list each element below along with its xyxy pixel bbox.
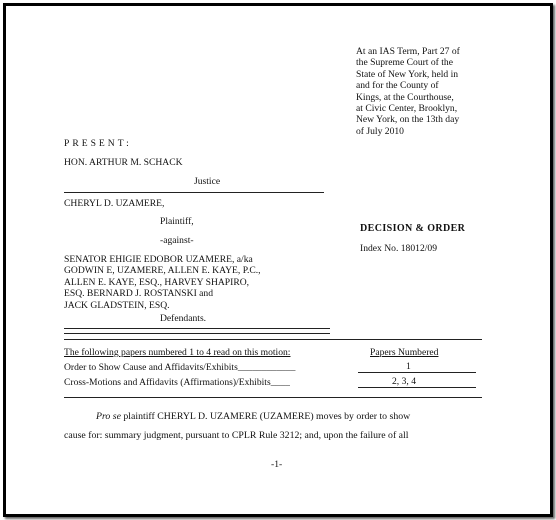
body-line-1-text: plaintiff CHERYL D. UZAMERE (UZAMERE) moves by order to show <box>120 411 411 422</box>
caption-divider-bottom-1 <box>64 328 330 329</box>
page-number: -1- <box>271 459 283 470</box>
plaintiff-name: CHERYL D. UZAMERE, <box>64 198 165 209</box>
papers-divider-top <box>64 339 482 340</box>
decision-title: DECISION & ORDER <box>360 223 466 234</box>
body-paragraph-line-2: cause for: summary judgment, pursuant to CPLR Rule 3212; and, upon the failure of all <box>64 430 409 441</box>
plaintiff-role: Plaintiff, <box>160 216 194 227</box>
papers-row-label: Order to Show Cause and Affidavits/Exhibits____________ <box>64 362 296 373</box>
defendants-names: SENATOR EHIGIE EDOBOR UZAMERE, a/ka GODWIN E, UZAMERE, ALLEN E. KAYE, P.C., ALLEN E. KAYE, ESQ., HARVEY SHAPIRO, ESQ. BERNARD J. ROSTANSKI and JACK GLADSTEIN, ESQ. <box>64 254 261 311</box>
caption-divider-bottom-2 <box>64 333 330 334</box>
court-term-header: At an IAS Term, Part 27 of the Supreme Court of the State of New York, held in and for the County of Kings, at the Courthouse, at Civic Center, Brooklyn, New York, on the 13th day of July 2010 <box>356 46 460 137</box>
defendants-role: Defendants. <box>160 313 207 324</box>
against-label: -against- <box>160 235 194 246</box>
papers-numbered-header: Papers Numbered <box>370 347 439 358</box>
pro-se-italic: Pro se <box>96 411 121 422</box>
papers-row-number-underline <box>358 387 476 388</box>
papers-row-number: 2, 3, 4 <box>392 376 416 387</box>
index-number: Index No. 18012/09 <box>360 243 438 254</box>
papers-row-label: Cross-Motions and Affidavits (Affirmations)/Exhibits____ <box>64 377 290 388</box>
justice-name: HON. ARTHUR M. SCHACK <box>64 157 183 168</box>
papers-divider-bottom <box>64 397 482 398</box>
papers-row-number: 1 <box>406 361 411 372</box>
present-label: PRESENT: <box>64 138 132 149</box>
justice-title: Justice <box>194 176 221 187</box>
body-paragraph-line-1 <box>96 411 410 422</box>
papers-intro: The following papers numbered 1 to 4 read on this motion: <box>64 347 291 358</box>
document-frame <box>3 3 553 517</box>
document-page <box>6 6 550 514</box>
caption-divider-top <box>64 192 324 193</box>
papers-row-number-underline <box>358 372 476 373</box>
